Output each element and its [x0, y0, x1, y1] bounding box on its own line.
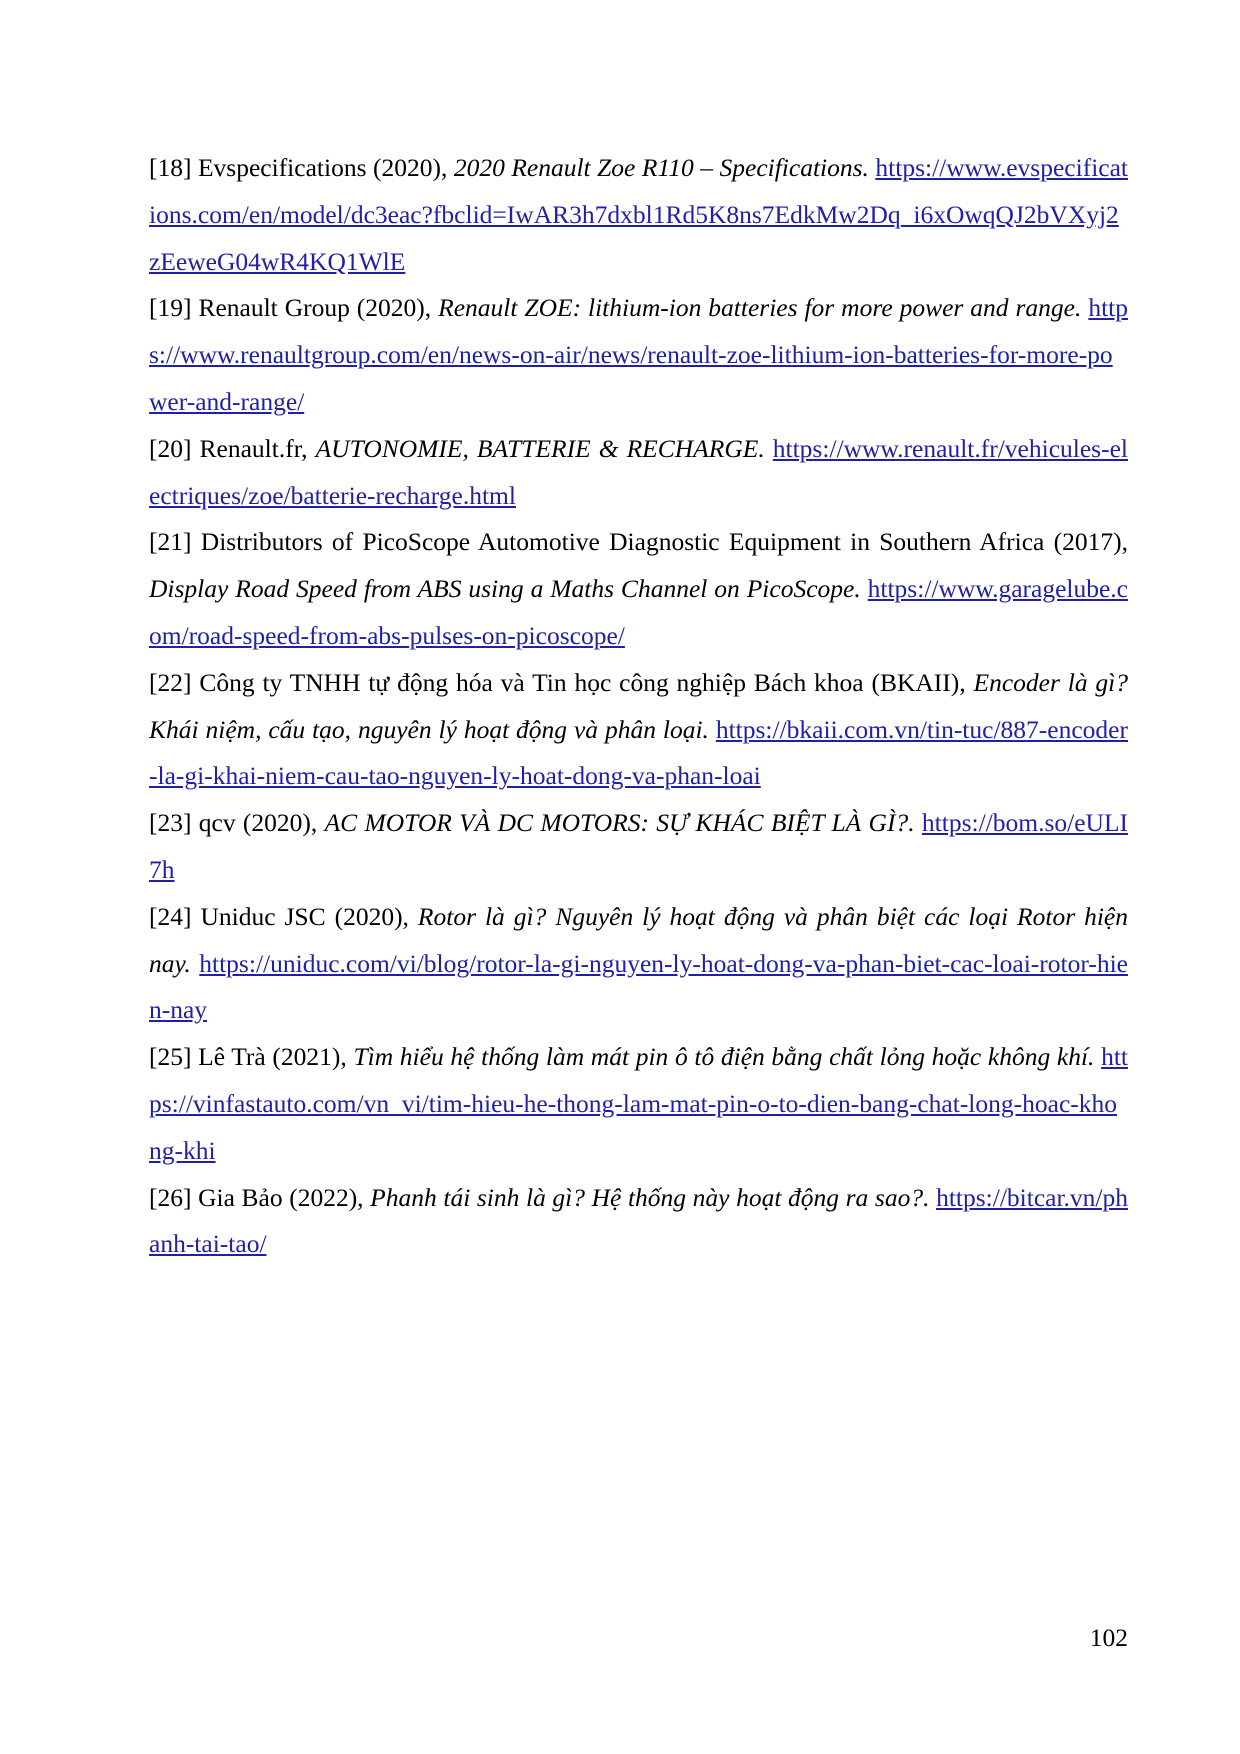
reference-number: [21] — [149, 527, 192, 557]
reference-title: 2020 Renault Zoe R110 – Specifications. — [453, 153, 869, 182]
reference-item — [149, 800, 1128, 894]
reference-item — [149, 426, 1128, 520]
reference-item — [149, 1175, 1128, 1269]
reference-title: AUTONOMIE, BATTERIE & RECHARGE. — [315, 433, 765, 463]
reference-title: Renault ZOE: lithium-ion batteries for more power and range. — [438, 293, 1082, 323]
reference-item — [149, 1034, 1128, 1174]
reference-item — [149, 285, 1128, 425]
reference-item — [149, 519, 1128, 659]
reference-item — [149, 660, 1128, 800]
reference-link[interactable]: https://uniduc.com/vi/blog/rotor-la-gi-nguyen-ly-hoat-dong-va-phan-biet-cac-loai-rotor-hien-nay — [149, 948, 1128, 1025]
reference-number: [24] — [149, 901, 192, 931]
reference-author: Renault Group (2020), — [198, 293, 432, 323]
reference-link[interactable]: https://bkaii.com.vn/tin-tuc/887-encoder-la-gi-khai-niem-cau-tao-nguyen-ly-hoat-dong-va-phan-loai — [149, 714, 1128, 791]
reference-author: Uniduc JSC (2020), — [200, 901, 409, 931]
reference-number: [18] — [149, 153, 192, 182]
reference-author: Evspecifications (2020), — [197, 153, 448, 182]
reference-title: Rotor là gì? Nguyên lý hoạt động và phân biệt các loại Rotor hiện nay. — [149, 901, 1128, 978]
reference-number: [19] — [149, 293, 192, 323]
reference-number: [25] — [149, 1042, 192, 1072]
reference-link[interactable]: https://www.renault.fr/vehicules-electriques/zoe/batterie-recharge.html — [149, 433, 1128, 510]
reference-author: Lê Trà (2021), — [198, 1042, 347, 1072]
reference-number: [20] — [149, 433, 192, 463]
reference-author: Gia Bảo (2022), — [198, 1182, 364, 1212]
reference-item — [149, 145, 1128, 285]
reference-title: Tìm hiểu hệ thống làm mát pin ô tô điện bằng chất lỏng hoặc không khí. — [353, 1042, 1095, 1072]
reference-number: [22] — [149, 667, 192, 697]
reference-title: Phanh tái sinh là gì? Hệ thống này hoạt động ra sao?. — [370, 1182, 930, 1212]
reference-link[interactable]: https://bom.so/eULI7h — [149, 808, 1129, 884]
reference-author: Distributors of PicoScope Automotive Diagnostic Equipment in Southern Africa (2017), — [200, 527, 1129, 557]
reference-link[interactable]: https://www.evspecifications.com/en/model/dc3eac?fbclid=IwAR3h7dxbl1Rd5K8ns7EdkMw2Dq_i6xOwqQJ2bVXyj2zEeweG04wR4KQ1WlE — [149, 153, 1128, 276]
reference-author: Renault.fr, — [199, 433, 308, 463]
reference-title: AC MOTOR VÀ DC MOTORS: SỰ KHÁC BIỆT LÀ GÌ?. — [324, 808, 915, 838]
reference-list — [149, 145, 1128, 1268]
reference-number: [23] — [149, 808, 192, 838]
reference-title: Encoder là gì? Khái niệm, cấu tạo, nguyên lý hoạt động và phân loại. — [149, 667, 1129, 744]
reference-number: [26] — [149, 1182, 192, 1212]
page-number: 102 — [1089, 1623, 1128, 1652]
reference-item — [149, 894, 1128, 1034]
reference-link[interactable]: https://vinfastauto.com/vn_vi/tim-hieu-he-thong-lam-mat-pin-o-to-dien-bang-chat-long-hoac-khong-khi — [149, 1042, 1129, 1165]
reference-author: qcv (2020), — [198, 808, 318, 838]
reference-link[interactable]: https://www.garagelube.com/road-speed-from-abs-pulses-on-picoscope/ — [149, 574, 1128, 650]
reference-link[interactable]: https://bitcar.vn/phanh-tai-tao/ — [149, 1182, 1129, 1259]
reference-title: Display Road Speed from ABS using a Maths Channel on PicoScope. — [149, 574, 861, 604]
reference-author: Công ty TNHH tự động hóa và Tin học công nghiệp Bách khoa (BKAII), — [199, 667, 966, 697]
reference-link[interactable]: https://www.renaultgroup.com/en/news-on-air/news/renault-zoe-lithium-ion-batteries-for-more-power-and-range/ — [149, 293, 1128, 416]
